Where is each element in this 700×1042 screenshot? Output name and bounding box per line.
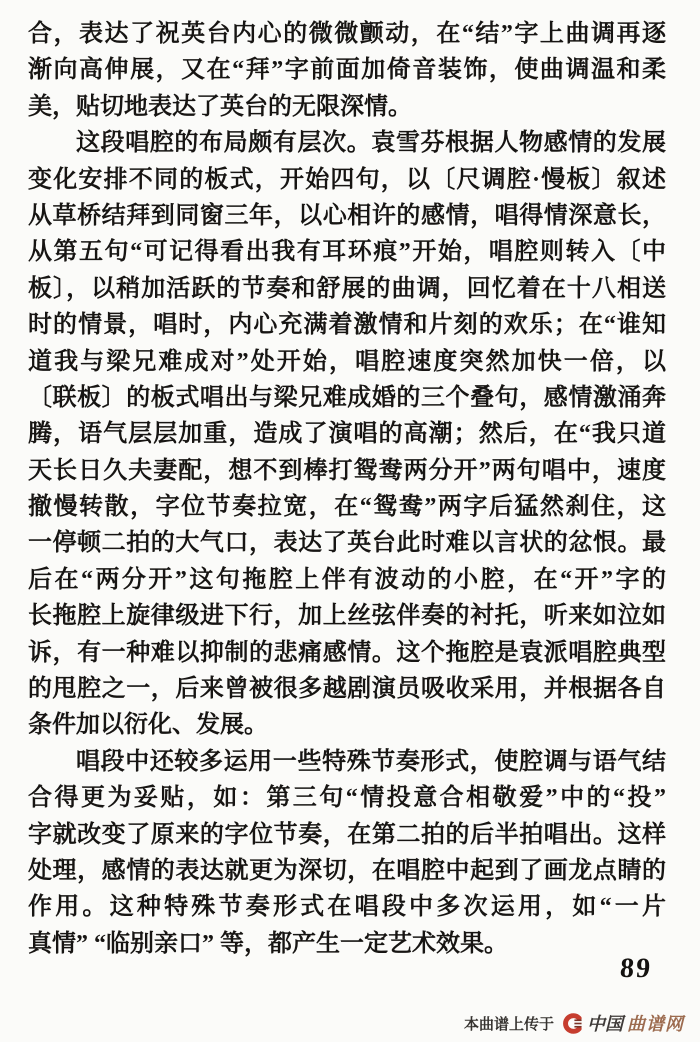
text-line: 合，表达了祝英台内心的微微颤动，在“结”字上曲调再逐 xyxy=(28,21,666,47)
text-line: 道我与梁兄难成对”处开始，唱腔速度突然加快一倍，以 xyxy=(28,348,666,375)
footer-site-name-light: 曲谱网 xyxy=(627,1014,684,1034)
footer-watermark xyxy=(464,1010,684,1036)
text-line: 这段唱腔的布局颇有层次。袁雪芬根据人物感情的发展 xyxy=(76,130,666,157)
text-line: 时的情景，唱时，内心充满着激情和片刻的欢乐；在“谁知 xyxy=(28,312,666,339)
text-line: 处理，感情的表达就更为深切，在唱腔中起到了画龙点睛的 xyxy=(28,857,666,884)
text-line: 渐向高伸展，又在“拜”字前面加倚音装饰，使曲调温和柔 xyxy=(28,57,666,84)
text-line: 变化安排不同的板式，开始四句，以〔尺调腔·慢板〕叙述 xyxy=(28,166,666,193)
text-line: 一停顿二拍的大气口，表达了英台此时难以言状的忿恨。最 xyxy=(28,530,666,557)
text-line: 真情” “临别亲口” 等，都产生一定艺术效果。 xyxy=(28,930,508,957)
text-line: 从第五句“可记得看出我有耳环痕”开始，唱腔则转入〔中 xyxy=(28,239,666,266)
text-line: 合得更为妥贴，如：第三句“情投意合相敬爱”中的“投” xyxy=(28,785,666,812)
text-line: 〔联板〕的板式唱出与梁兄难成婚的三个叠句，感情激涌奔 xyxy=(28,384,666,411)
text-block xyxy=(28,16,666,962)
footer-site-name-dark: 中国 xyxy=(587,1014,623,1034)
text-line: 作用。这种特殊节奏形式在唱段中多次运用，如“一片 xyxy=(28,894,666,921)
text-line: 长拖腔上旋律级进下行，加上丝弦伴奏的衬托，听来如泣如 xyxy=(28,603,666,630)
text-line: 腾，语气层层加重，造成了演唱的高潮；然后，在“我只道 xyxy=(28,421,666,448)
text-line: 字就改变了原来的字位节奏，在第二拍的后半拍唱出。这样 xyxy=(28,821,666,848)
text-line: 条件加以衍化、发展。 xyxy=(28,712,268,739)
text-line: 唱段中还较多运用一些特殊节奏形式，使腔调与语气结 xyxy=(76,748,666,775)
footer-upload-text: 本曲谱上传于 xyxy=(463,1015,554,1033)
text-line: 美，贴切地表达了英台的无限深情。 xyxy=(28,93,412,120)
text-line: 诉，有一种难以抑制的悲痛感情。这个拖腔是袁派唱腔典型 xyxy=(28,639,666,666)
text-line: 天长日久夫妻配，想不到棒打鸳鸯两分开”两句唱中，速度 xyxy=(28,457,666,484)
text-line: 从草桥结拜到同窗三年，以心相许的感情，唱得情深意长， xyxy=(28,202,666,229)
text-line: 撤慢转散，字位节奏拉宽，在“鸳鸯”两字后猛然刹住，这 xyxy=(28,494,666,521)
text-line: 板〕，以稍加活跃的节奏和舒展的曲调，回忆着在十八相送 xyxy=(28,275,666,302)
text-line: 后在“两分开”这句拖腔上伴有波动的小腔，在“开”字的 xyxy=(28,566,666,593)
text-line: 的甩腔之一，后来曾被很多越剧演员吸收采用，并根据各自 xyxy=(28,676,666,703)
site-logo-icon xyxy=(562,1013,583,1034)
page-number: 89 xyxy=(618,953,654,984)
